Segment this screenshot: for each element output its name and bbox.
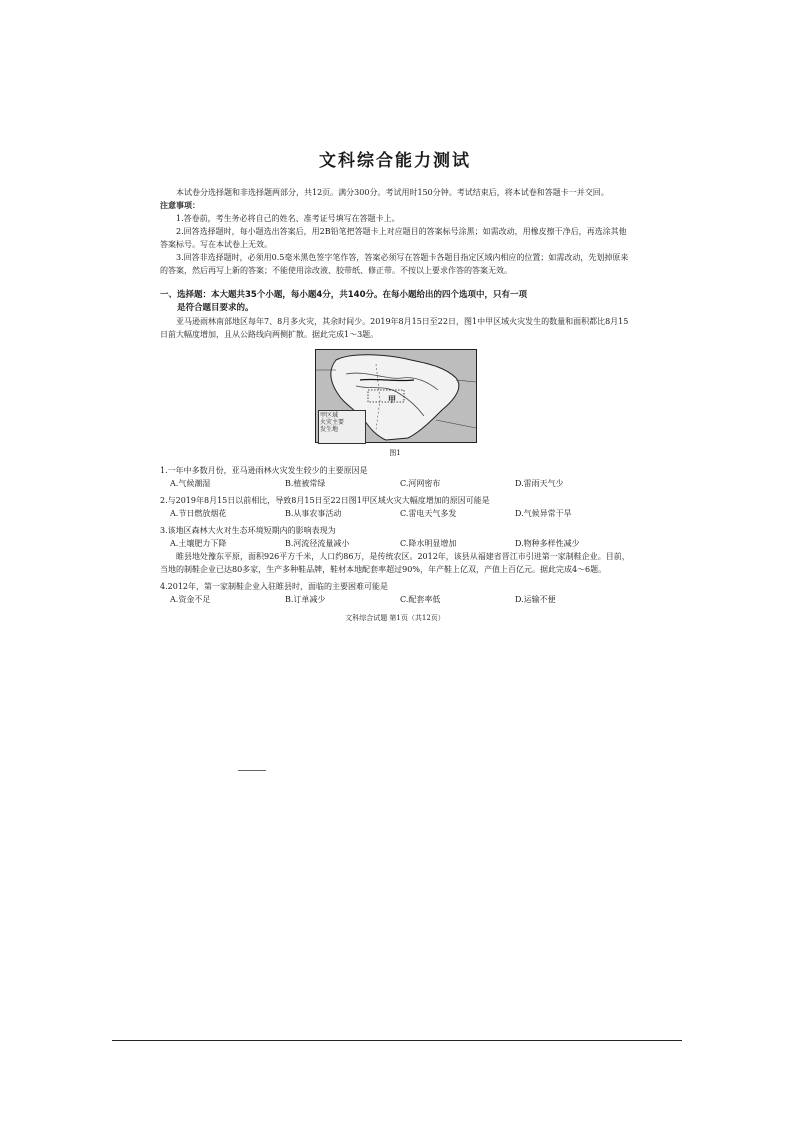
option-c: C.降水明显增加 bbox=[400, 539, 457, 548]
section-heading: 一、选择题：本大题共35个小题，每小题4分，共140分。在每小题给出的四个选项中，只有一项 是符合题目要求的。 bbox=[160, 290, 527, 313]
option-row bbox=[160, 537, 630, 550]
option-a: A.节日燃放烟花 bbox=[170, 509, 227, 518]
page-footer: 文科综合试题 第1页（共12页） bbox=[345, 614, 445, 622]
question-stem: 3.该地区森林大火对生态环境短期内的影响表现为 bbox=[160, 526, 336, 535]
note-2: 2.回答选择题时，每小题选出答案后，用2B铅笔把答题卡上对应题目的答案标号涂黑；如需改动，用橡皮擦干净后，再选涂其他答案标号。写在本试卷上无效。 bbox=[160, 227, 627, 249]
option-b: B.植被常绿 bbox=[285, 479, 326, 488]
question-stem: 4.2012年，第一家制鞋企业入驻睢县时，面临的主要困难可能是 bbox=[160, 582, 388, 591]
option-row bbox=[160, 477, 630, 490]
question-4 bbox=[160, 580, 630, 606]
amazon-map bbox=[315, 349, 477, 443]
passage-1: 亚马逊雨林南部地区每年7、8月多火灾，其余时间少。2019年8月15日至22日，图1中甲区域火灾发生的数量和面积都比8月15日前大幅度增加，且从公路线向两侧扩散。据此完成1～3题。 bbox=[160, 317, 629, 339]
option-d: D.运输不便 bbox=[515, 595, 556, 604]
intro-paragraph: 本试卷分选择题和非选择题两部分，共12页。满分300分。考试用时150分钟。考试结束后，将本试卷和答题卡一并交回。 bbox=[176, 188, 609, 197]
question-stem: 2.与2019年8月15日以前相比，导致8月15日至22日图1甲区域火灾大幅度增加的原因可能是 bbox=[160, 496, 490, 505]
question-3 bbox=[160, 524, 630, 550]
option-c: C.配套率低 bbox=[400, 595, 441, 604]
option-d: D.雷雨天气少 bbox=[515, 479, 564, 488]
option-c: C.河网密布 bbox=[400, 479, 441, 488]
scan-smudge bbox=[238, 770, 266, 771]
option-c: C.雷电天气多发 bbox=[400, 509, 457, 518]
exam-page bbox=[160, 150, 630, 625]
option-a: A.土壤肥力下降 bbox=[170, 539, 227, 548]
option-a: A.气候潮湿 bbox=[170, 479, 211, 488]
region-label-jia: 甲 bbox=[388, 394, 396, 404]
option-row bbox=[160, 593, 630, 606]
option-d: D.物种多样性减少 bbox=[515, 539, 580, 548]
note-1: 1.答卷前，考生务必将自己的姓名、准考证号填写在答题卡上。 bbox=[176, 214, 400, 223]
figure-1 bbox=[315, 349, 475, 460]
option-a: A.资金不足 bbox=[170, 595, 211, 604]
note-3: 3.回答非选择题时，必须用0.5毫米黑色签字笔作答，答案必须写在答题卡各题目指定区域内相应的位置；如需改动，先划掉原来的答案，然后再写上新的答案；不能使用涂改液、胶带纸、修正带。不按以上要求作答的答案无效。 bbox=[160, 253, 629, 275]
question-stem: 1.一年中多数月份，亚马逊雨林火灾发生较少的主要原因是 bbox=[160, 466, 368, 475]
option-d: D.气候异常干旱 bbox=[515, 509, 572, 518]
figure-caption: 图1 bbox=[389, 449, 401, 457]
option-b: B.河流径流量减小 bbox=[285, 539, 350, 548]
option-b: B.从事农事活动 bbox=[285, 509, 342, 518]
map-legend: 甲区域 火灾主要 发生地 bbox=[318, 410, 366, 444]
bottom-rule bbox=[112, 1040, 682, 1041]
question-2 bbox=[160, 494, 630, 520]
exam-title: 文科综合能力测试 bbox=[319, 151, 471, 171]
option-row bbox=[160, 507, 630, 520]
notes-heading: 注意事项： bbox=[160, 201, 200, 210]
passage-2: 睢县地处豫东平原，面积926平方千米，人口约86万，是传统农区。2012年，该县从福建省晋江市引进第一家制鞋企业。目前，当地的制鞋企业已达80多家，生产多种鞋品牌，鞋材本地配套率超过90%，年产鞋上亿双，产值上百亿元。据此完成4～6题。 bbox=[160, 552, 630, 574]
option-b: B.订单减少 bbox=[285, 595, 326, 604]
question-1 bbox=[160, 464, 630, 490]
